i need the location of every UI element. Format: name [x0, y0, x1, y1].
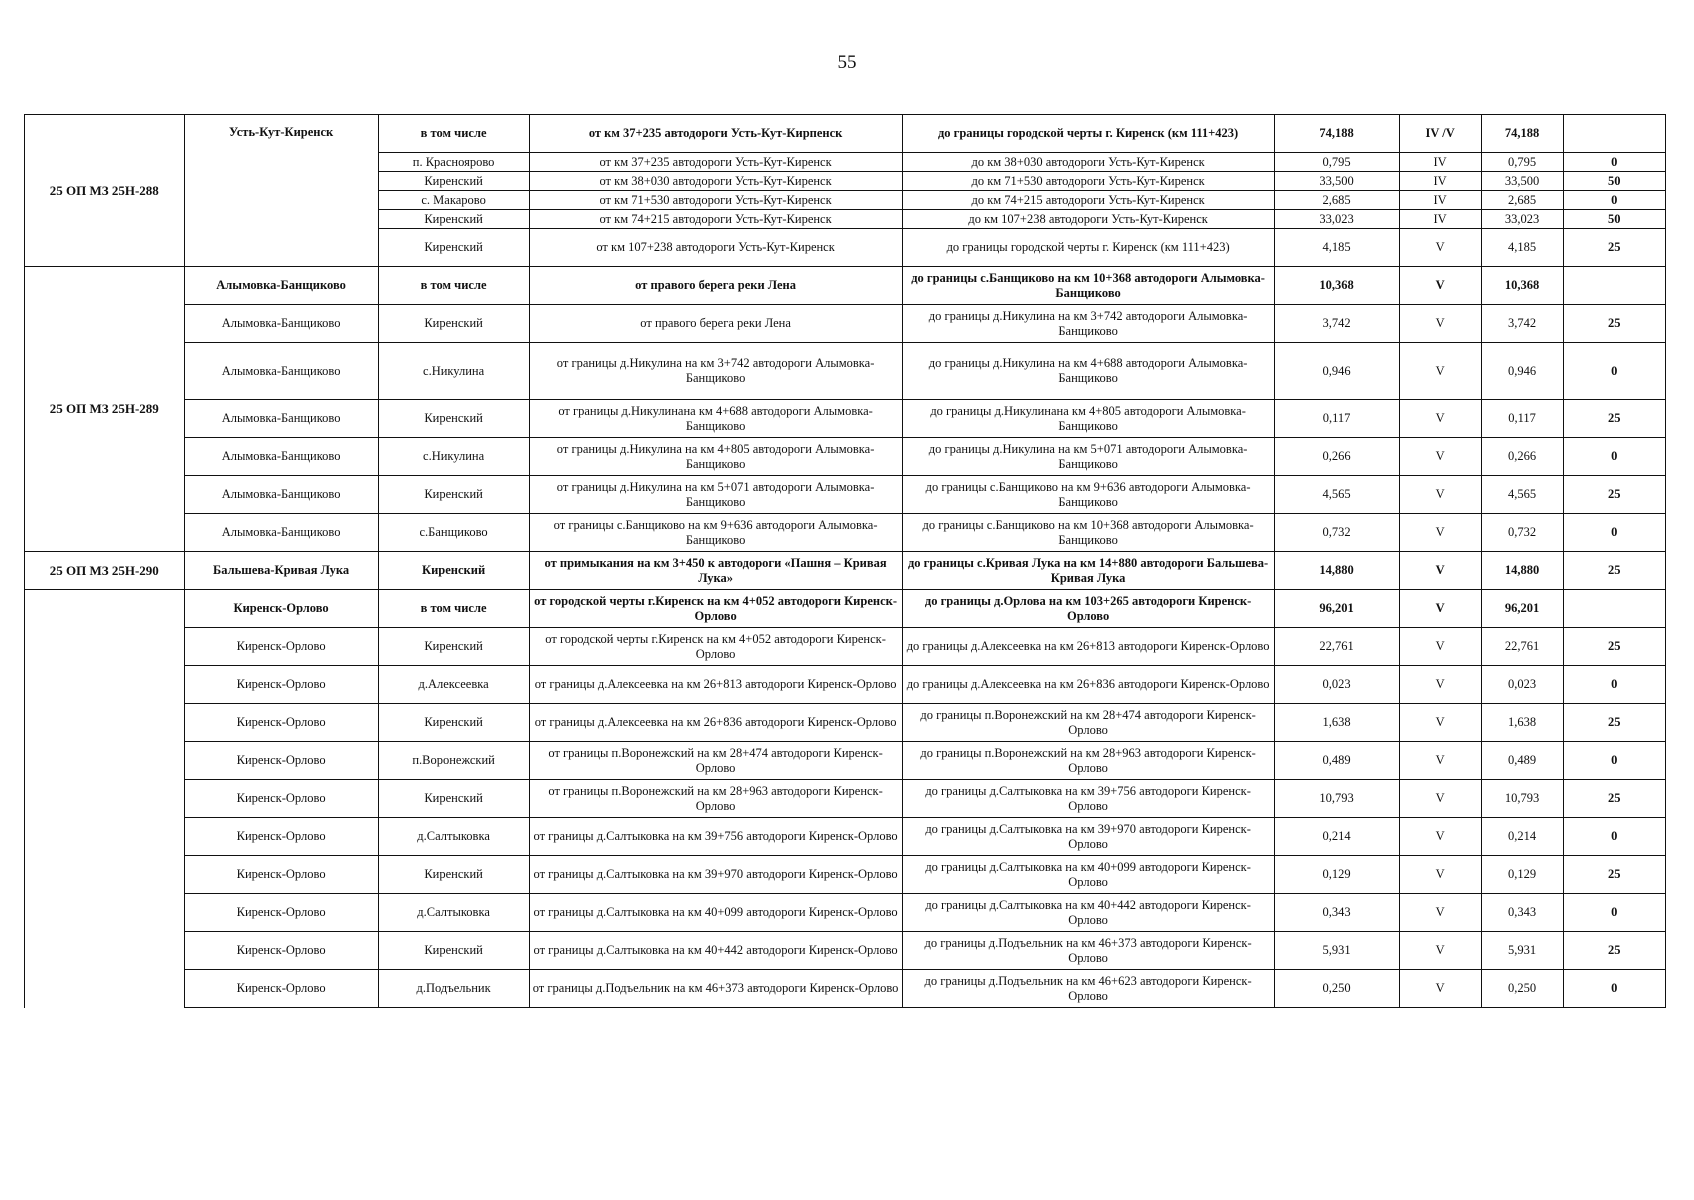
length-cell: 0,250 — [1274, 970, 1399, 1008]
from-cell: от км 107+238 автодороги Усть-Кут-Киренск — [529, 229, 902, 267]
to-cell: до км 71+530 автодороги Усть-Кут-Киренск — [902, 172, 1274, 191]
category-cell: V — [1399, 894, 1481, 932]
length-cell: 0,214 — [1274, 818, 1399, 856]
summary-row — [25, 267, 1666, 305]
from-cell: от границы д.Алексеевка на км 26+813 автодороги Киренск-Орлово — [529, 666, 902, 704]
to-cell: до границы д.Алексеевка на км 26+836 автодороги Киренск-Орлово — [902, 666, 1274, 704]
to-cell: до границы д.Подъельник на км 46+373 автодороги Киренск-Орлово — [902, 932, 1274, 970]
table-row — [25, 970, 1666, 1008]
category-cell: V — [1399, 514, 1481, 552]
length-cell: 10,368 — [1274, 267, 1399, 305]
length-cell: 33,023 — [1274, 210, 1399, 229]
category-cell: V — [1399, 628, 1481, 666]
from-cell: от границы п.Воронежский на км 28+963 автодороги Киренск-Орлово — [529, 780, 902, 818]
category-cell: V — [1399, 590, 1481, 628]
to-cell: до границы д.Никулина на км 5+071 автодороги Алымовка-Банщиково — [902, 438, 1274, 476]
table-row — [25, 818, 1666, 856]
category-cell: V — [1399, 343, 1481, 400]
road-code-cell: 25 ОП МЗ 25Н-290 — [25, 552, 185, 590]
from-cell: от км 74+215 автодороги Усть-Кут-Киренск — [529, 210, 902, 229]
length-cell: 4,185 — [1274, 229, 1399, 267]
road-cell: Киренск-Орлово — [184, 628, 378, 666]
length2-cell: 0,266 — [1481, 438, 1563, 476]
rate-cell — [1563, 267, 1665, 305]
area-cell: Киренский — [378, 780, 529, 818]
table-row — [25, 400, 1666, 438]
to-cell: до границы д.Салтыковка на км 39+756 автодороги Киренск-Орлово — [902, 780, 1274, 818]
from-cell: от границы д.Алексеевка на км 26+836 автодороги Киренск-Орлово — [529, 704, 902, 742]
from-cell: от границы д.Подъельник на км 46+373 автодороги Киренск-Орлово — [529, 970, 902, 1008]
table-row — [25, 343, 1666, 400]
category-cell: V — [1399, 400, 1481, 438]
to-cell: до границы с.Банщиково на км 9+636 автодороги Алымовка-Банщиково — [902, 476, 1274, 514]
rate-cell: 25 — [1563, 704, 1665, 742]
summary-row — [25, 590, 1666, 628]
rate-cell: 0 — [1563, 514, 1665, 552]
length2-cell: 4,565 — [1481, 476, 1563, 514]
length-cell: 4,565 — [1274, 476, 1399, 514]
from-cell: от км 37+235 автодороги Усть-Кут-Киренск — [529, 153, 902, 172]
road-cell: Алымовка-Банщиково — [184, 438, 378, 476]
area-cell: д.Салтыковка — [378, 894, 529, 932]
rate-cell: 25 — [1563, 780, 1665, 818]
area-cell: д.Алексеевка — [378, 666, 529, 704]
rate-cell: 0 — [1563, 970, 1665, 1008]
rate-cell: 0 — [1563, 343, 1665, 400]
to-cell: до границы городской черты г. Киренск (км 111+423) — [902, 229, 1274, 267]
road-cell: Киренск-Орлово — [184, 666, 378, 704]
category-cell: V — [1399, 305, 1481, 343]
to-cell: до границы д.Салтыковка на км 40+099 автодороги Киренск-Орлово — [902, 856, 1274, 894]
road-code-cell: 25 ОП МЗ 25Н-288 — [25, 115, 185, 267]
table-row — [25, 780, 1666, 818]
road-cell: Киренск-Орлово — [184, 894, 378, 932]
area-cell: в том числе — [378, 115, 529, 153]
road-cell: Киренск-Орлово — [184, 704, 378, 742]
to-cell: до границы с.Банщиково на км 10+368 автодороги Алымовка-Банщиково — [902, 267, 1274, 305]
table-row — [25, 932, 1666, 970]
area-cell: с.Никулина — [378, 438, 529, 476]
category-cell: IV — [1399, 210, 1481, 229]
road-cell: Алымовка-Банщиково — [184, 476, 378, 514]
rate-cell: 0 — [1563, 153, 1665, 172]
road-cell: Киренск-Орлово — [184, 932, 378, 970]
area-cell: Киренский — [378, 229, 529, 267]
from-cell: от примыкания на км 3+450 к автодороги «Пашня – Кривая Лука» — [529, 552, 902, 590]
area-cell: Киренский — [378, 932, 529, 970]
to-cell: до границы д.Орлова на км 103+265 автодороги Киренск-Орлово — [902, 590, 1274, 628]
area-cell: Киренский — [378, 476, 529, 514]
length-cell: 0,266 — [1274, 438, 1399, 476]
category-cell: V — [1399, 704, 1481, 742]
length-cell: 0,343 — [1274, 894, 1399, 932]
table-row — [25, 894, 1666, 932]
road-cell: Усть-Кут-Киренск — [184, 115, 378, 267]
length2-cell: 14,880 — [1481, 552, 1563, 590]
from-cell: от границы с.Банщиково на км 9+636 автодороги Алымовка-Банщиково — [529, 514, 902, 552]
area-cell: с. Макарово — [378, 191, 529, 210]
length-cell: 74,188 — [1274, 115, 1399, 153]
summary-row — [25, 115, 1666, 153]
length-cell: 0,117 — [1274, 400, 1399, 438]
area-cell: Киренский — [378, 704, 529, 742]
from-cell: от границы д.Салтыковка на км 39+970 автодороги Киренск-Орлово — [529, 856, 902, 894]
category-cell: V — [1399, 780, 1481, 818]
rate-cell: 0 — [1563, 191, 1665, 210]
rate-cell: 0 — [1563, 818, 1665, 856]
rate-cell: 25 — [1563, 229, 1665, 267]
to-cell: до границы д.Салтыковка на км 39+970 автодороги Киренск-Орлово — [902, 818, 1274, 856]
length2-cell: 10,368 — [1481, 267, 1563, 305]
from-cell: от городской черты г.Киренск на км 4+052 автодороги Киренск-Орлово — [529, 590, 902, 628]
rate-cell: 0 — [1563, 666, 1665, 704]
length-cell: 10,793 — [1274, 780, 1399, 818]
from-cell: от правого берега реки Лена — [529, 305, 902, 343]
length-cell: 33,500 — [1274, 172, 1399, 191]
road-cell: Бальшева-Кривая Лука — [184, 552, 378, 590]
to-cell: до границы с.Банщиково на км 10+368 автодороги Алымовка-Банщиково — [902, 514, 1274, 552]
table-row — [25, 552, 1666, 590]
from-cell: от границы д.Никулинана км 4+688 автодороги Алымовка-Банщиково — [529, 400, 902, 438]
area-cell: в том числе — [378, 590, 529, 628]
length-cell: 0,023 — [1274, 666, 1399, 704]
length-cell: 2,685 — [1274, 191, 1399, 210]
area-cell: с.Никулина — [378, 343, 529, 400]
rate-cell: 50 — [1563, 172, 1665, 191]
length2-cell: 33,023 — [1481, 210, 1563, 229]
from-cell: от границы д.Никулина на км 3+742 автодороги Алымовка-Банщиково — [529, 343, 902, 400]
road-cell: Алымовка-Банщиково — [184, 514, 378, 552]
from-cell: от границы д.Салтыковка на км 40+442 автодороги Киренск-Орлово — [529, 932, 902, 970]
category-cell: IV — [1399, 191, 1481, 210]
category-cell: V — [1399, 856, 1481, 894]
length2-cell: 0,214 — [1481, 818, 1563, 856]
table-row — [25, 628, 1666, 666]
to-cell: до границы д.Алексеевка на км 26+813 автодороги Киренск-Орлово — [902, 628, 1274, 666]
category-cell: IV — [1399, 153, 1481, 172]
roads-table — [24, 114, 1666, 1008]
table-row — [25, 476, 1666, 514]
to-cell: до границы с.Кривая Лука на км 14+880 автодороги Бальшева-Кривая Лука — [902, 552, 1274, 590]
area-cell: д.Салтыковка — [378, 818, 529, 856]
rate-cell: 0 — [1563, 742, 1665, 780]
area-cell: Киренский — [378, 305, 529, 343]
to-cell: до км 74+215 автодороги Усть-Кут-Киренск — [902, 191, 1274, 210]
length2-cell: 0,946 — [1481, 343, 1563, 400]
rate-cell: 50 — [1563, 210, 1665, 229]
length-cell: 0,129 — [1274, 856, 1399, 894]
area-cell: Киренский — [378, 172, 529, 191]
road-cell: Киренск-Орлово — [184, 970, 378, 1008]
length-cell: 14,880 — [1274, 552, 1399, 590]
page-number: 55 — [837, 52, 857, 73]
length2-cell: 1,638 — [1481, 704, 1563, 742]
length2-cell: 4,185 — [1481, 229, 1563, 267]
road-cell: Алымовка-Банщиково — [184, 305, 378, 343]
rate-cell: 25 — [1563, 476, 1665, 514]
to-cell: до границы п.Воронежский на км 28+474 автодороги Киренск-Орлово — [902, 704, 1274, 742]
length-cell: 1,638 — [1274, 704, 1399, 742]
length2-cell: 0,250 — [1481, 970, 1563, 1008]
from-cell: от границы п.Воронежский на км 28+474 автодороги Киренск-Орлово — [529, 742, 902, 780]
table-row — [25, 742, 1666, 780]
length2-cell: 74,188 — [1481, 115, 1563, 153]
road-cell: Киренск-Орлово — [184, 818, 378, 856]
length-cell: 0,795 — [1274, 153, 1399, 172]
rate-cell: 0 — [1563, 894, 1665, 932]
table-row — [25, 514, 1666, 552]
from-cell: от км 71+530 автодороги Усть-Кут-Киренск — [529, 191, 902, 210]
to-cell: до км 107+238 автодороги Усть-Кут-Киренск — [902, 210, 1274, 229]
length2-cell: 2,685 — [1481, 191, 1563, 210]
area-cell: п.Воронежский — [378, 742, 529, 780]
area-cell: в том числе — [378, 267, 529, 305]
category-cell: V — [1399, 970, 1481, 1008]
road-cell: Алымовка-Банщиково — [184, 400, 378, 438]
table-row — [25, 856, 1666, 894]
table-row — [25, 438, 1666, 476]
length2-cell: 33,500 — [1481, 172, 1563, 191]
area-cell: Киренский — [378, 628, 529, 666]
area-cell: Киренский — [378, 210, 529, 229]
length2-cell: 0,343 — [1481, 894, 1563, 932]
length-cell: 3,742 — [1274, 305, 1399, 343]
from-cell: от правого берега реки Лена — [529, 267, 902, 305]
length2-cell: 0,489 — [1481, 742, 1563, 780]
length-cell: 96,201 — [1274, 590, 1399, 628]
road-code-cell — [25, 590, 185, 1008]
rate-cell: 25 — [1563, 856, 1665, 894]
area-cell: д.Подъельник — [378, 970, 529, 1008]
from-cell: от км 37+235 автодороги Усть-Кут-Кирпенск — [529, 115, 902, 153]
rate-cell — [1563, 115, 1665, 153]
table-row — [25, 704, 1666, 742]
to-cell: до границы д.Никулина на км 4+688 автодороги Алымовка-Банщиково — [902, 343, 1274, 400]
length-cell: 0,946 — [1274, 343, 1399, 400]
road-cell: Киренск-Орлово — [184, 742, 378, 780]
roads-table-body — [25, 115, 1666, 1008]
to-cell: до границы д.Никулинана км 4+805 автодороги Алымовка-Банщиково — [902, 400, 1274, 438]
from-cell: от границы д.Салтыковка на км 39+756 автодороги Киренск-Орлово — [529, 818, 902, 856]
length2-cell: 0,117 — [1481, 400, 1563, 438]
area-cell: Киренский — [378, 856, 529, 894]
rate-cell: 25 — [1563, 400, 1665, 438]
road-cell: Киренск-Орлово — [184, 590, 378, 628]
category-cell: V — [1399, 818, 1481, 856]
to-cell: до границы д.Никулина на км 3+742 автодороги Алымовка-Банщиково — [902, 305, 1274, 343]
category-cell: V — [1399, 476, 1481, 514]
road-cell: Киренск-Орлово — [184, 780, 378, 818]
area-cell: Киренский — [378, 552, 529, 590]
rate-cell — [1563, 590, 1665, 628]
length2-cell: 10,793 — [1481, 780, 1563, 818]
rate-cell: 0 — [1563, 438, 1665, 476]
from-cell: от городской черты г.Киренск на км 4+052 автодороги Киренск-Орлово — [529, 628, 902, 666]
table-row — [25, 305, 1666, 343]
rate-cell: 25 — [1563, 628, 1665, 666]
area-cell: с.Банщиково — [378, 514, 529, 552]
length2-cell: 3,742 — [1481, 305, 1563, 343]
rate-cell: 25 — [1563, 305, 1665, 343]
to-cell: до границы городской черты г. Киренск (км 111+423) — [902, 115, 1274, 153]
length-cell: 22,761 — [1274, 628, 1399, 666]
rate-cell: 25 — [1563, 552, 1665, 590]
rate-cell: 25 — [1563, 932, 1665, 970]
road-cell: Алымовка-Банщиково — [184, 343, 378, 400]
length2-cell: 0,129 — [1481, 856, 1563, 894]
length2-cell: 22,761 — [1481, 628, 1563, 666]
from-cell: от границы д.Никулина на км 5+071 автодороги Алымовка-Банщиково — [529, 476, 902, 514]
length-cell: 5,931 — [1274, 932, 1399, 970]
road-code-cell: 25 ОП МЗ 25Н-289 — [25, 267, 185, 552]
from-cell: от границы д.Салтыковка на км 40+099 автодороги Киренск-Орлово — [529, 894, 902, 932]
category-cell: V — [1399, 438, 1481, 476]
from-cell: от км 38+030 автодороги Усть-Кут-Киренск — [529, 172, 902, 191]
from-cell: от границы д.Никулина на км 4+805 автодороги Алымовка-Банщиково — [529, 438, 902, 476]
category-cell: IV — [1399, 172, 1481, 191]
category-cell: V — [1399, 932, 1481, 970]
area-cell: п. Красноярово — [378, 153, 529, 172]
area-cell: Киренский — [378, 400, 529, 438]
length-cell: 0,732 — [1274, 514, 1399, 552]
length2-cell: 0,732 — [1481, 514, 1563, 552]
category-cell: V — [1399, 552, 1481, 590]
category-cell: V — [1399, 229, 1481, 267]
table-row — [25, 666, 1666, 704]
to-cell: до км 38+030 автодороги Усть-Кут-Киренск — [902, 153, 1274, 172]
to-cell: до границы д.Салтыковка на км 40+442 автодороги Киренск-Орлово — [902, 894, 1274, 932]
length-cell: 0,489 — [1274, 742, 1399, 780]
length2-cell: 96,201 — [1481, 590, 1563, 628]
to-cell: до границы п.Воронежский на км 28+963 автодороги Киренск-Орлово — [902, 742, 1274, 780]
length2-cell: 0,023 — [1481, 666, 1563, 704]
length2-cell: 0,795 — [1481, 153, 1563, 172]
category-cell: V — [1399, 742, 1481, 780]
road-cell: Киренск-Орлово — [184, 856, 378, 894]
road-cell: Алымовка-Банщиково — [184, 267, 378, 305]
to-cell: до границы д.Подъельник на км 46+623 автодороги Киренск-Орлово — [902, 970, 1274, 1008]
category-cell: IV /V — [1399, 115, 1481, 153]
category-cell: V — [1399, 267, 1481, 305]
category-cell: V — [1399, 666, 1481, 704]
length2-cell: 5,931 — [1481, 932, 1563, 970]
